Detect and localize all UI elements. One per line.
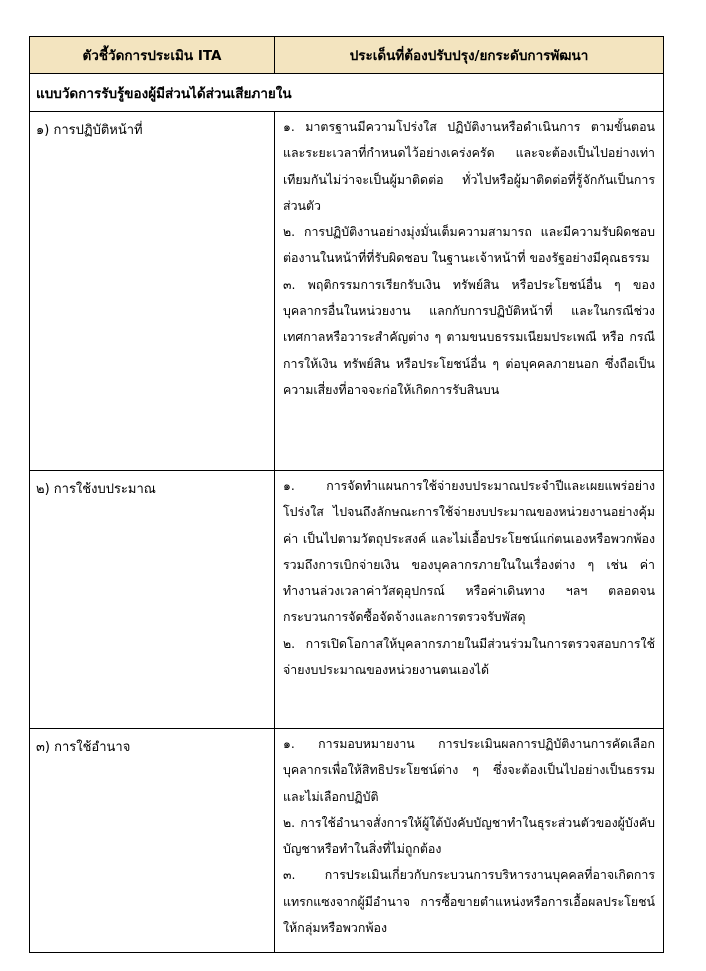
header-improvement-issues: ประเด็นที่ต้องปรับปรุง/ยกระดับการพัฒนา (275, 37, 664, 74)
table-row (30, 471, 664, 729)
table-row (30, 112, 664, 471)
improvement-item: ๒. การใช้อำนาจสั่งการให้ผู้ใต้บังคับบัญชาทำในธุระส่วนตัวของผู้บังคับบัญชาหรือทำในสิ่งที่ไม่ถูกต้อง (283, 814, 655, 857)
indicator-label: ๓) การใช้อำนาจ (30, 729, 275, 953)
improvement-item: ๓. พฤติกรรมการเรียกรับเงิน ทรัพย์สิน หรือประโยชน์อื่น ๆ ของบุคลากรอื่นในหน่วยงาน แลกกับการปฏิบัติหน้าที่ และในกรณีช่วงเทศกาลหรือวาระสำคัญต่าง ๆ ตามขนบธรรมเนียมประเพณี หรือ กรณีการให้เงิน ทรัพย์สิน หรือประโยชน์อื่น ๆ ต่อบุคคลภายนอก ซึ่งถือเป็นความเสี่ยงที่อาจจะก่อให้เกิดการรับสินบน (283, 276, 655, 397)
ita-table (29, 36, 664, 953)
improvement-cell (275, 729, 664, 953)
improvement-item: ๑. การมอบหมายงาน การประเมินผลการปฏิบัติงานการคัดเลือกบุคลากรเพื่อให้สิทธิประโยชน์ต่าง ๆ ซึ่งจะต้องเป็นไปอย่างเป็นธรรมและไม่เลือกปฏิบัติ (283, 736, 655, 804)
improvement-cell (275, 471, 664, 729)
section-row (30, 74, 664, 112)
improvement-item: ๒. การปฏิบัติงานอย่างมุ่งมั่นเต็มความสามารถ และมีความรับผิดชอบต่องานในหน้าที่ที่รับผิดชอบ ในฐานะเจ้าหน้าที่ ของรัฐอย่างมีคุณธรรม (283, 224, 655, 266)
indicator-label: ๒) การใช้งบประมาณ (30, 471, 275, 729)
header-indicator: ตัวชี้วัดการประเมิน ITA (30, 37, 275, 74)
indicator-label: ๑) การปฏิบัติหน้าที่ (30, 112, 275, 471)
table-header-row (30, 37, 664, 74)
section-title: แบบวัดการรับรู้ของผู้มีส่วนได้ส่วนเสียภายใน (30, 74, 664, 112)
improvement-item: ๑. มาตรฐานมีความโปร่งใส ปฏิบัติงานหรือดำเนินการ ตามขั้นตอนและระยะเวลาที่กำหนดไว้อย่างเคร่งครัด และจะต้องเป็นไปอย่างเท่าเทียมกันไม่ว่าจะเป็นผู้มาติดต่อ ทั่วไปหรือผู้มาติดต่อที่รู้จักกันเป็นการส่วนตัว (283, 119, 655, 213)
improvement-item: ๓. การประเมินเกี่ยวกับกระบวนการบริหารงานบุคคลที่อาจเกิดการแทรกแซงจากผู้มีอำนาจ การซื้อขายตำแหน่งหรือการเอื้อผลประโยชน์ให้กลุ่มหรือพวกพ้อง (283, 867, 655, 936)
table-row (30, 729, 664, 953)
improvement-item: ๑. การจัดทำแผนการใช้จ่ายงบประมาณประจำปีและเผยแพร่อย่างโปร่งใส ไปจนถึงลักษณะการใช้จ่ายงบประมาณของหน่วยงานอย่างคุ้มค่า เป็นไปตามวัตถุประสงค์ และไม่เอื้อประโยชน์แก่ตนเองหรือพวกพ้อง รวมถึงการเบิกจ่ายเงิน ของบุคลากรภายในในเรื่องต่าง ๆ เช่น ค่าทำงานล่วงเวลาค่าวัสดุอุปกรณ์ หรือค่าเดินทาง ฯลฯ ตลอดจนกระบวนการจัดซื้อจัดจ้างและการตรวจรับพัสดุ (283, 478, 655, 625)
improvement-item: ๒. การเปิดโอกาสให้บุคลากรภายในมีส่วนร่วมในการตรวจสอบการใช้จ่ายงบประมาณของหน่วยงานตนเองได้ (283, 635, 655, 678)
improvement-cell (275, 112, 664, 471)
